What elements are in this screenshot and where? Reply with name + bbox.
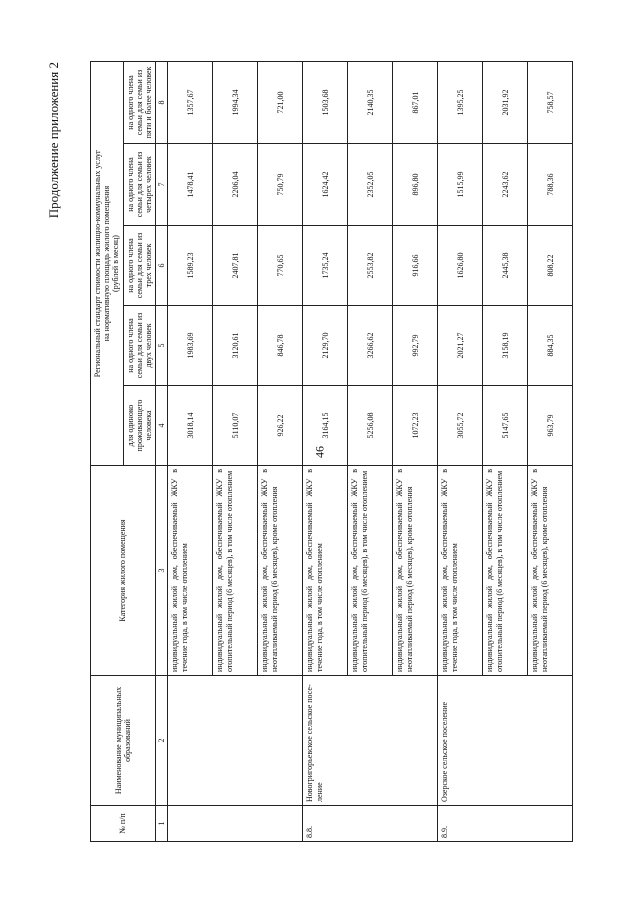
value-cell: 788,36 xyxy=(528,144,573,226)
value-cell: 3120,61 xyxy=(213,306,258,386)
category-cell: индивидуальный жилой дом, обеспечиваемый ЖКУ в течение года, в том числе отоплением xyxy=(438,466,483,676)
category-cell: индивидуальный жилой дом, обеспечиваемый ЖКУ в отопительный период (6 месяцев), в том числе отоплением xyxy=(483,466,528,676)
value-cell: 963,79 xyxy=(528,386,573,466)
value-cell: 846,78 xyxy=(258,306,303,386)
municipality-name xyxy=(213,676,258,806)
table-row xyxy=(393,61,438,841)
category-cell: индивидуальный жилой дом, обеспечиваемый ЖКУ в течение года, в том числе отоплением xyxy=(168,466,213,676)
header-standard-line2: на нормативную площадь жилого помещения xyxy=(102,185,112,342)
value-cell: 896,80 xyxy=(393,144,438,226)
table-row xyxy=(438,61,483,841)
value-cell: 926,22 xyxy=(258,386,303,466)
table-row xyxy=(483,61,528,841)
row-number xyxy=(483,806,528,842)
row-number: 8.8. xyxy=(303,806,348,842)
municipality-name: Новогригорьевское сельское посе-ление xyxy=(303,676,348,806)
value-cell: 5147,65 xyxy=(483,386,528,466)
value-cell: 3266,62 xyxy=(348,306,393,386)
value-cell: 1395,25 xyxy=(438,61,483,143)
value-cell: 1626,80 xyxy=(438,226,483,306)
header-standard-line3: (рублей в месяц) xyxy=(111,235,121,292)
column-number: 3 xyxy=(156,466,168,676)
value-cell: 808,22 xyxy=(528,226,573,306)
tariff-table xyxy=(90,61,573,842)
row-number xyxy=(168,806,213,842)
column-number: 5 xyxy=(156,306,168,386)
table-row xyxy=(348,61,393,841)
category-cell: индивидуальный жилой дом, обеспечиваемый ЖКУ в отопительный период (6 месяцев), в том числе отоплением xyxy=(213,466,258,676)
row-number: 8.9. xyxy=(438,806,483,842)
header-col6: на одного члена семьи для семьи из трех человек xyxy=(123,226,156,306)
value-cell: 3018,14 xyxy=(168,386,213,466)
value-cell: 3158,19 xyxy=(483,306,528,386)
value-cell: 1357,67 xyxy=(168,61,213,143)
category-cell: индивидуальный жилой дом, обеспечиваемый ЖКУ в отопительный период (6 месяцев), в том числе отоплением xyxy=(348,466,393,676)
value-cell: 2352,05 xyxy=(348,144,393,226)
row-number xyxy=(393,806,438,842)
column-number: 4 xyxy=(156,386,168,466)
value-cell: 1515,99 xyxy=(438,144,483,226)
header-col8: на одного члена семьи для семьи из пяти и более человек xyxy=(123,61,156,143)
value-cell: 5110,07 xyxy=(213,386,258,466)
value-cell: 3164,15 xyxy=(303,386,348,466)
municipality-name xyxy=(258,676,303,806)
value-cell: 2129,70 xyxy=(303,306,348,386)
row-number xyxy=(348,806,393,842)
value-cell: 1072,23 xyxy=(393,386,438,466)
category-cell: индивидуальный жилой дом, обеспечиваемый ЖКУ в неотапливаемый период (6 месяцев), кроме отопления xyxy=(258,466,303,676)
value-cell: 2140,35 xyxy=(348,61,393,143)
table-body xyxy=(156,61,573,841)
value-cell: 1503,68 xyxy=(303,61,348,143)
municipality-name xyxy=(348,676,393,806)
value-cell: 2445,38 xyxy=(483,226,528,306)
value-cell: 992,79 xyxy=(393,306,438,386)
value-cell: 2243,62 xyxy=(483,144,528,226)
value-cell: 5256,08 xyxy=(348,386,393,466)
value-cell: 2553,82 xyxy=(348,226,393,306)
table-row xyxy=(168,61,213,841)
row-number xyxy=(528,806,573,842)
table-row xyxy=(258,61,303,841)
value-cell: 1478,41 xyxy=(168,144,213,226)
column-number: 2 xyxy=(156,676,168,806)
value-cell: 916,66 xyxy=(393,226,438,306)
header-standard-line1: Региональный стандарт стоимости жилищно-коммунальных услуг xyxy=(93,149,102,378)
municipality-name xyxy=(393,676,438,806)
value-cell: 758,57 xyxy=(528,61,573,143)
value-cell: 3055,72 xyxy=(438,386,483,466)
value-cell: 884,35 xyxy=(528,306,573,386)
row-number xyxy=(258,806,303,842)
value-cell: 2031,92 xyxy=(483,61,528,143)
document-sheet xyxy=(90,62,610,842)
column-number-row xyxy=(156,61,168,841)
column-number: 8 xyxy=(156,61,168,143)
category-cell: индивидуальный жилой дом, обеспечиваемый ЖКУ в неотапливаемый период (6 месяцев), кроме отопления xyxy=(528,466,573,676)
value-cell: 1589,23 xyxy=(168,226,213,306)
column-number: 1 xyxy=(156,806,168,842)
page-number: 46 xyxy=(312,446,327,458)
table-row xyxy=(213,61,258,841)
municipality-name xyxy=(528,676,573,806)
header-col4: для одиноко проживающего человека xyxy=(123,386,156,466)
row-number xyxy=(213,806,258,842)
column-number: 6 xyxy=(156,226,168,306)
value-cell: 867,01 xyxy=(393,61,438,143)
column-number: 7 xyxy=(156,144,168,226)
value-cell: 770,65 xyxy=(258,226,303,306)
header-col7: на одного члена семьи для семьи из четырех человек xyxy=(123,144,156,226)
header-municipality: Наименование муниципальных образований xyxy=(91,676,156,806)
municipality-name xyxy=(483,676,528,806)
municipality-name xyxy=(168,676,213,806)
category-cell: индивидуальный жилой дом, обеспечиваемый ЖКУ в неотапливаемый период (6 месяцев), кроме отопления xyxy=(393,466,438,676)
header-category: Категория жилого помещения xyxy=(91,466,156,676)
municipality-name: Озерское сельское поселение xyxy=(438,676,483,806)
table-row xyxy=(303,61,348,841)
continuation-title: Продолжение приложения 2 xyxy=(46,62,61,219)
value-cell: 2206,04 xyxy=(213,144,258,226)
value-cell: 1994,34 xyxy=(213,61,258,143)
value-cell: 1983,69 xyxy=(168,306,213,386)
value-cell: 750,79 xyxy=(258,144,303,226)
value-cell: 2021,27 xyxy=(438,306,483,386)
value-cell: 2407,81 xyxy=(213,226,258,306)
header-no: № п/п xyxy=(91,806,156,842)
header-standard xyxy=(91,61,124,465)
table-row xyxy=(528,61,573,841)
value-cell: 1735,24 xyxy=(303,226,348,306)
value-cell: 1624,42 xyxy=(303,144,348,226)
header-col5: на одного члена семьи для семьи из двух человек xyxy=(123,306,156,386)
value-cell: 721,00 xyxy=(258,61,303,143)
category-cell: индивидуальный жилой дом, обеспечиваемый ЖКУ в течение года, в том числе отоплением xyxy=(303,466,348,676)
